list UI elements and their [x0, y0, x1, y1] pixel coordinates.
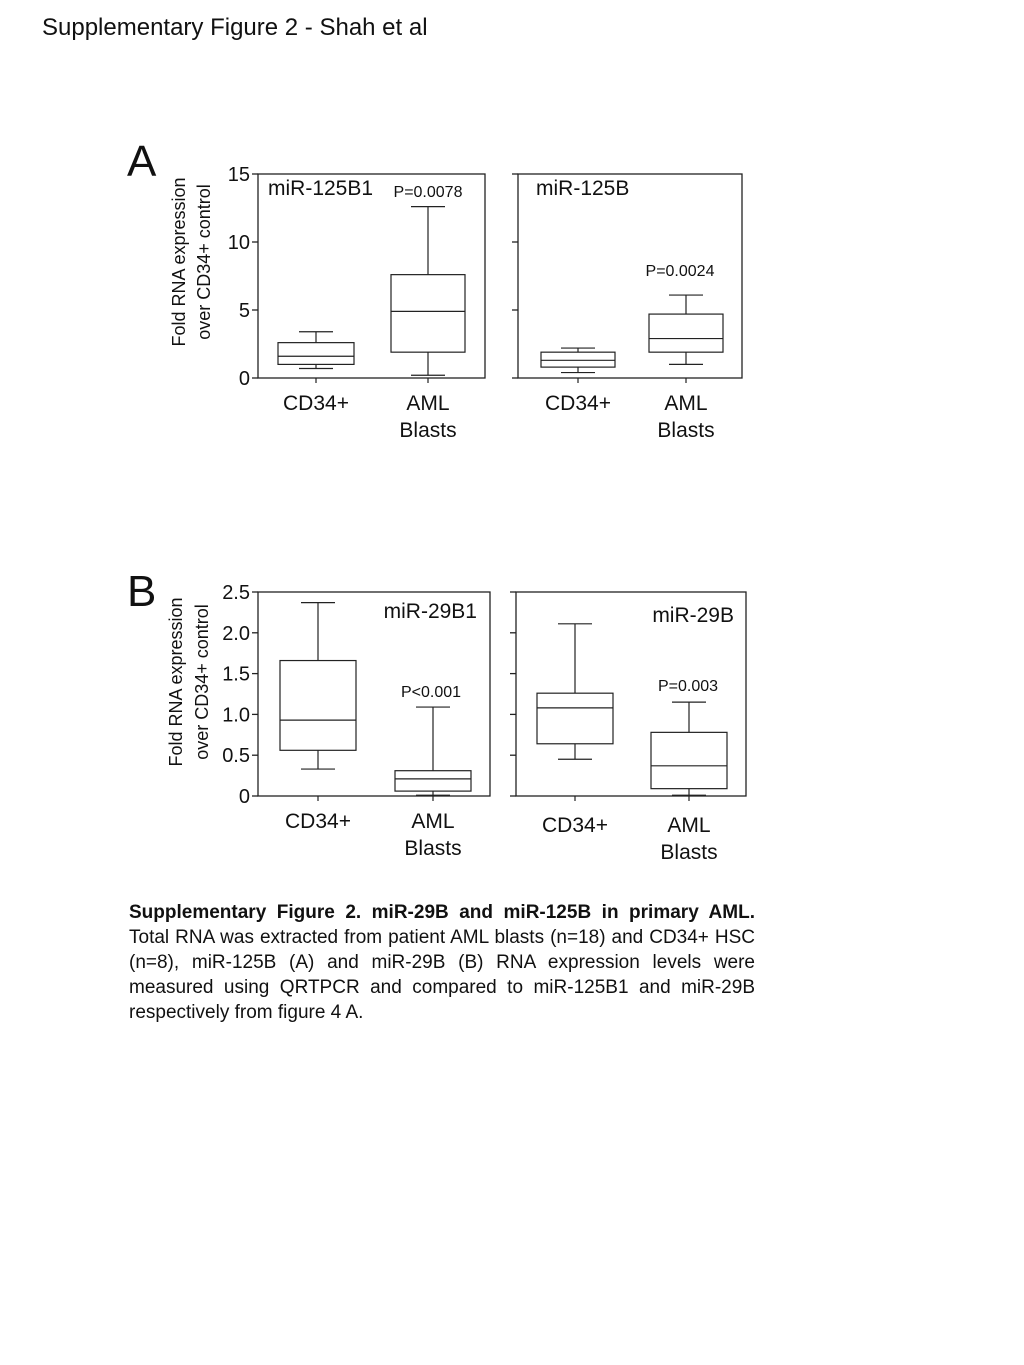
x-category-label-line: Blasts [399, 419, 457, 442]
chart-mir-125b [512, 174, 742, 442]
x-category-label-line: CD34+ [283, 392, 349, 415]
y-tick-label: 15 [227, 164, 250, 186]
panel-b-letter: B [127, 567, 157, 616]
x-category-label-line: Blasts [657, 419, 715, 442]
x-category-label [399, 392, 456, 442]
panel-b-ylabel-line1: Fold RNA expression [166, 597, 186, 767]
x-category-label-line: Blasts [404, 837, 462, 860]
x-category-label-line: Blasts [660, 841, 718, 864]
box-cd34 [278, 332, 354, 383]
x-category-label [404, 810, 461, 860]
x-category-label-line: CD34+ [285, 810, 351, 833]
p-value-label: P=0.0024 [645, 263, 715, 280]
y-tick-label: 2.5 [222, 582, 250, 604]
box-iqr [395, 771, 471, 791]
box-iqr [651, 732, 727, 788]
y-tick-label: 0 [238, 368, 250, 390]
p-value-label: P<0.001 [400, 684, 462, 701]
box-iqr [280, 661, 356, 751]
panel-b-ylabel-line2: over CD34+ control [192, 604, 212, 760]
x-category-label [285, 810, 351, 833]
x-category-label [660, 814, 717, 864]
page-title: Supplementary Figure 2 - Shah et al [42, 14, 428, 41]
y-tick-label: 10 [227, 232, 250, 254]
panel-a-ylabel-line1: Fold RNA expression [169, 177, 189, 347]
y-tick-label: 2.0 [222, 622, 250, 645]
box-cd34 [280, 603, 356, 801]
chart-title: miR-29B1 [383, 600, 477, 623]
caption-bold: Supplementary Figure 2. miR-29B and miR-125B in primary AML. [129, 902, 755, 923]
x-category-label [283, 392, 349, 415]
p-value-label: P=0.003 [657, 678, 719, 695]
p-value-label: P=0.0078 [393, 184, 463, 201]
box-aml-blasts [391, 207, 465, 383]
x-category-label-line: AML [411, 810, 455, 833]
box-iqr [278, 343, 354, 365]
y-tick-label: 0.5 [222, 745, 250, 768]
box-aml-blasts [651, 702, 727, 801]
chart-mir-29b1 [222, 582, 490, 860]
x-category-label-line: CD34+ [545, 392, 611, 415]
chart-title: miR-125B1 [268, 177, 374, 200]
x-category-label-line: CD34+ [542, 814, 608, 837]
y-tick-label: 1.0 [222, 704, 250, 727]
x-category-label-line: AML [667, 814, 711, 837]
x-category-label [545, 392, 611, 415]
panel-a-letter: A [127, 137, 157, 186]
chart-title: miR-125B [536, 177, 630, 200]
chart-mir-125b1 [228, 164, 485, 442]
box-iqr [391, 275, 465, 353]
panel-a-ylabel-line2: over CD34+ control [194, 184, 214, 340]
x-category-label-line: AML [406, 392, 450, 415]
y-tick-label: 0 [238, 786, 250, 808]
box-iqr [537, 693, 613, 744]
chart-title: miR-29B [652, 604, 734, 627]
box-aml-blasts [649, 295, 723, 383]
box-cd34 [537, 624, 613, 801]
y-tick-label: 5 [238, 300, 250, 322]
figure-caption [129, 900, 755, 1025]
caption-text: Total RNA was extracted from patient AML blasts (n=18) and CD34+ HSC (n=8), miR-125B (A) and miR-29B (B) RNA expression levels were measured using QRTPCR and compared to miR-125B1 and miR-29B respectively from figure 4 A. [129, 927, 755, 1023]
box-iqr [541, 352, 615, 367]
box-aml-blasts [395, 707, 471, 801]
x-category-label-line: AML [664, 392, 708, 415]
box-iqr [649, 314, 723, 352]
x-category-label [657, 392, 714, 442]
x-category-label [542, 814, 608, 837]
chart-mir-29b [510, 592, 746, 864]
y-tick-label: 1.5 [222, 663, 250, 686]
